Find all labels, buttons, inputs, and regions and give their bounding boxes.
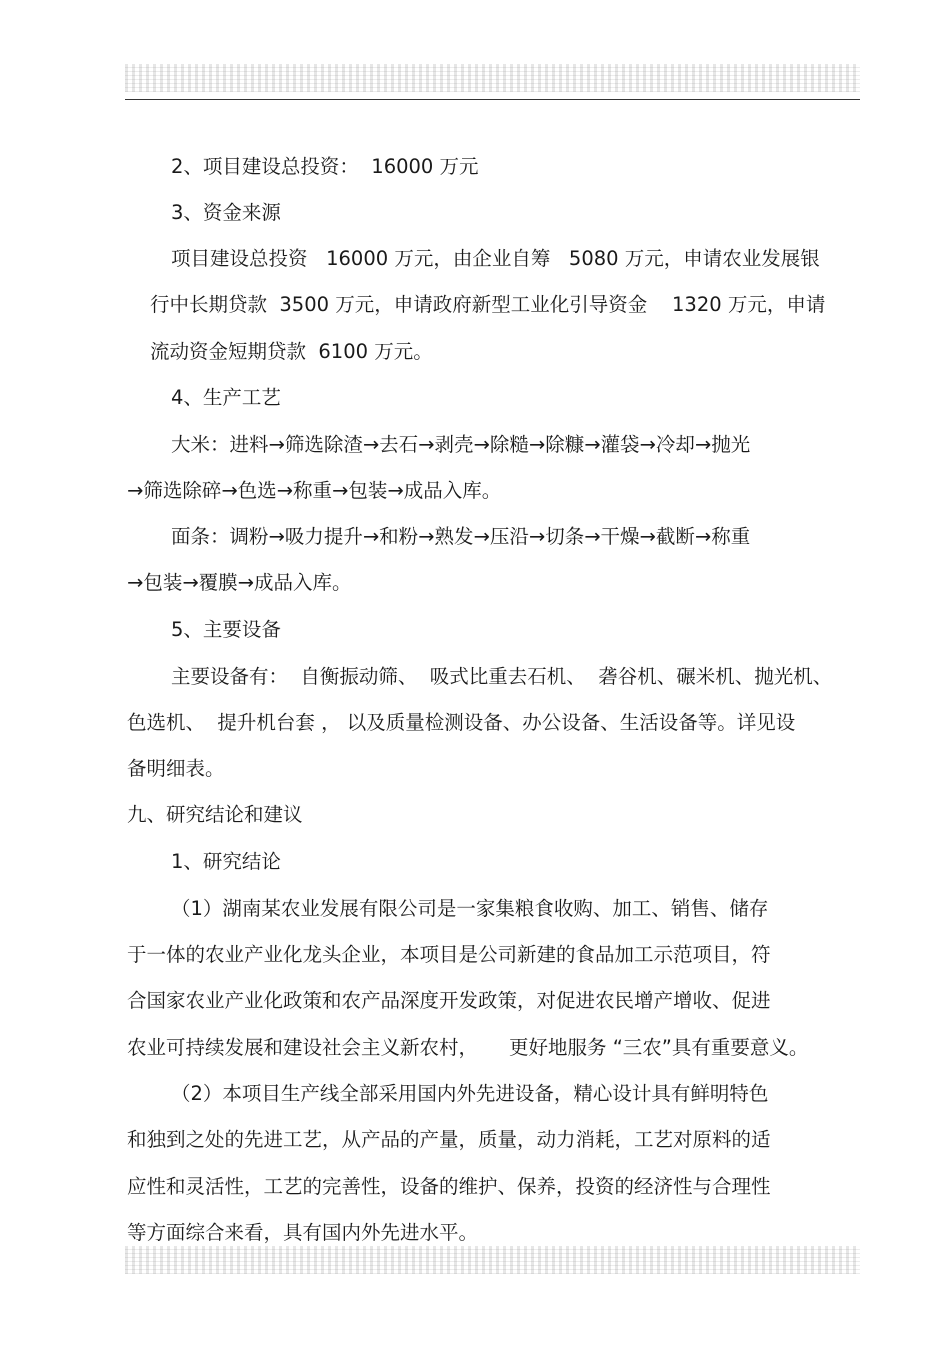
equipment-line-2: 色选机、 提升机台套 ， 以及质量检测设备、办公设备、生活设备等。详见设 — [127, 711, 796, 734]
noodle-process-line-1: 面条：调粉→吸力提升→和粉→熟发→压沿→切条→干燥→截断→称重 — [171, 525, 751, 548]
fund-source-line-2: 行中长期贷款 3500 万元，申请政府新型工业化引导资金 1320 万元，申请 — [150, 293, 826, 316]
rice-process-line-2: →筛选除碎→色选→称重→包装→成品入库。 — [127, 479, 502, 502]
section-9-heading: 九、研究结论和建议 — [127, 803, 303, 826]
conclusion-2-line-2: 和独到之处的先进工艺，从产品的产量，质量，动力消耗，工艺对原料的适 — [127, 1128, 771, 1151]
conclusion-1-line-1: （1）湖南某农业发展有限公司是一家集粮食收购、加工、销售、储存 — [171, 897, 769, 920]
item-2-total-investment: 2、项目建设总投资： 16000 万元 — [171, 155, 479, 178]
conclusion-1-line-4: 农业可持续发展和建设社会主义新农村， 更好地服务 “三农”具有重要意义。 — [127, 1036, 809, 1059]
header-noise-band — [125, 64, 860, 92]
conclusion-1-line-2: 于一体的农业产业化龙头企业，本项目是公司新建的食品加工示范项目，符 — [127, 943, 771, 966]
conclusion-2-line-3: 应性和灵活性，工艺的完善性，设备的维护、保养，投资的经济性与合理性 — [127, 1175, 771, 1198]
item-4-process-heading: 4、生产工艺 — [171, 386, 281, 409]
fund-source-line-3: 流动资金短期贷款 6100 万元。 — [150, 340, 433, 363]
item-3-fund-source-heading: 3、资金来源 — [171, 201, 281, 224]
conclusion-2-line-4: 等方面综合来看，具有国内外先进水平。 — [127, 1221, 479, 1244]
conclusion-heading: 1、研究结论 — [171, 850, 281, 873]
conclusion-1-line-3: 合国家农业产业化政策和农产品深度开发政策，对促进农民增产增收、促进 — [127, 989, 771, 1012]
header-rule — [125, 99, 860, 100]
footer-noise-band — [125, 1246, 860, 1274]
conclusion-2-line-1: （2）本项目生产线全部采用国内外先进设备，精心设计具有鲜明特色 — [171, 1082, 769, 1105]
item-5-equipment-heading: 5、主要设备 — [171, 618, 281, 641]
noodle-process-line-2: →包装→覆膜→成品入库。 — [127, 571, 352, 594]
fund-source-line-1: 项目建设总投资 16000 万元，由企业自筹 5080 万元，申请农业发展银 — [171, 247, 820, 270]
equipment-line-3: 备明细表。 — [127, 757, 225, 780]
equipment-line-1: 主要设备有： 自衡振动筛、 吸式比重去石机、 砻谷机、碾米机、抛光机、 — [171, 665, 833, 688]
rice-process-line-1: 大米：进料→筛选除渣→去石→剥壳→除糙→除糠→灌袋→冷却→抛光 — [171, 433, 751, 456]
